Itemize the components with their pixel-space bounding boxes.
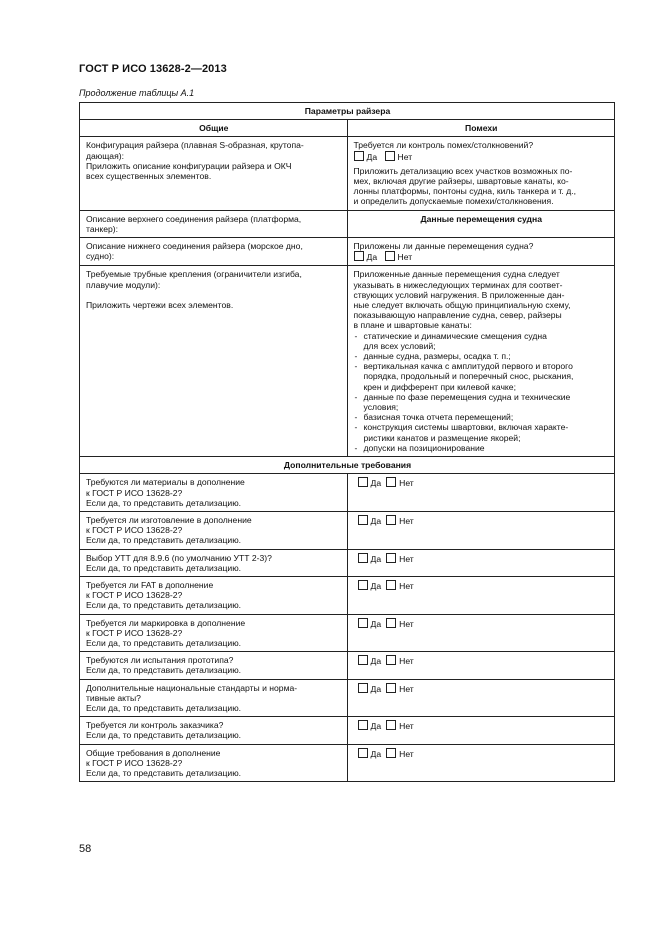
page-number: 58 (79, 843, 92, 855)
text-line: к ГОСТ Р ИСО 13628-2? (86, 590, 183, 601)
table-row (80, 549, 615, 576)
text-line: показывающую направление судна, север, райзеры (353, 310, 562, 321)
yes-checkbox[interactable] (358, 580, 368, 590)
table-row (80, 266, 615, 457)
list-item (354, 331, 610, 351)
text-line: Если да, то представить детализацию. (86, 767, 242, 778)
requirement-answer-cell (347, 679, 615, 717)
text-line: Приложенные данные перемещения судна следует (353, 269, 560, 280)
text-line: - данные по фазе перемещения судна и технические (363, 391, 571, 402)
no-label: Нет (399, 515, 414, 526)
text-line: танкер): (86, 223, 119, 234)
list-item (354, 361, 610, 392)
no-checkbox[interactable] (386, 580, 396, 590)
list-item (354, 351, 610, 361)
text-line: - данные судна, размеры, осадка т. п.; (363, 351, 511, 362)
yes-label: Да (370, 748, 382, 759)
yes-no-choice (354, 477, 610, 488)
riser-configuration-cell (80, 137, 348, 210)
no-checkbox[interactable] (386, 655, 396, 665)
text-line: Дополнительные национальные стандарты и норма- (86, 682, 298, 693)
vessel-motion-attached-cell (347, 238, 615, 266)
question-text: Приложены ли данные перемещения судна? (353, 241, 534, 252)
no-label: Нет (399, 553, 414, 564)
yes-checkbox[interactable] (358, 683, 368, 693)
text-line: Если да, то представить детализацию. (86, 497, 242, 508)
text-line: Если да, то представить детализацию. (86, 665, 242, 676)
table-row (80, 744, 615, 782)
yes-no-choice (354, 151, 610, 162)
yes-checkbox[interactable] (358, 655, 368, 665)
table-caption: Продолжение таблицы А.1 (79, 88, 195, 98)
text-line: Конфигурация райзера (плавная S-образная, крутопа- (86, 140, 304, 151)
text-line: для всех условий; (363, 340, 436, 351)
text-line: - конструкция системы швартовки, включая характе- (363, 422, 569, 433)
motion-terms-list (354, 331, 610, 453)
requirement-question-cell (80, 474, 348, 512)
upper-connection-cell (80, 210, 348, 237)
list-item (354, 392, 610, 412)
table-row (80, 238, 615, 266)
text-line: - базисная точка отчета перемещений; (363, 412, 514, 423)
list-item (354, 422, 610, 442)
text-line: к ГОСТ Р ИСО 13628-2? (86, 487, 183, 498)
text-line: - вертикальная качка с амплитудой первого и второго (363, 361, 573, 372)
text-line: в плане и швартовые канаты: (353, 320, 472, 331)
text-line: ристики канатов и размещение якорей; (363, 432, 521, 443)
yes-label: Да (366, 151, 378, 162)
table-row (80, 717, 615, 744)
no-checkbox[interactable] (385, 151, 395, 161)
requirement-question-cell (80, 549, 348, 576)
table-row (80, 210, 615, 237)
text-line: Требуются ли материалы в дополнение (86, 477, 245, 488)
table-row (80, 679, 615, 717)
requirement-question-cell (80, 576, 348, 614)
text-line: судно): (86, 251, 115, 262)
table-row (80, 137, 615, 210)
vessel-motion-header: Данные перемещения судна (347, 210, 615, 237)
interference-control-cell (347, 137, 615, 210)
requirement-answer-cell (347, 717, 615, 744)
column-header-row (80, 120, 615, 137)
table-row (80, 474, 615, 512)
no-checkbox[interactable] (386, 683, 396, 693)
requirement-answer-cell (347, 511, 615, 549)
pipe-attachments-cell (80, 266, 348, 457)
requirement-answer-cell (347, 576, 615, 614)
no-checkbox[interactable] (386, 618, 396, 628)
no-label: Нет (397, 151, 413, 162)
lower-connection-cell (80, 238, 348, 266)
list-item (354, 412, 610, 422)
yes-label: Да (370, 515, 382, 526)
text-line: порядка, продольный и поперечный снос, рыскания, (363, 371, 574, 382)
table-row (80, 614, 615, 652)
text-line: Приложить описание конфигурации райзера и ОКЧ (86, 160, 292, 171)
vessel-motion-terms-cell (347, 266, 615, 457)
text-line: всех существенных элементов. (86, 171, 212, 182)
yes-checkbox[interactable] (358, 748, 368, 758)
text-line: Выбор УТТ для 8.9.6 (по умолчанию УТТ 2-3)? (86, 552, 272, 563)
table-title-row (80, 103, 615, 120)
additional-requirements-body (80, 474, 615, 782)
table-row (80, 511, 615, 549)
text-line: Если да, то представить детализацию. (86, 535, 242, 546)
yes-label: Да (370, 656, 382, 667)
yes-no-choice (354, 580, 610, 591)
text-line: лонны платформы, понтоны судна, киль танкера и т. д., (353, 186, 576, 197)
column-header-interference: Помехи (347, 120, 615, 137)
text-line: плавучие модули): (86, 279, 161, 290)
text-line: Если да, то представить детализацию. (86, 637, 242, 648)
yes-no-choice (354, 683, 610, 694)
no-label: Нет (399, 683, 414, 694)
table-row (80, 576, 615, 614)
no-label: Нет (399, 478, 414, 489)
no-label: Нет (399, 580, 414, 591)
note-text: Приложить чертежи всех элементов. (86, 299, 234, 310)
table-title: Параметры райзера (80, 103, 615, 120)
requirement-question-cell (80, 652, 348, 679)
column-header-general: Общие (80, 120, 348, 137)
cell-text (86, 140, 342, 181)
yes-checkbox[interactable] (354, 151, 364, 161)
text-line: Требуется ли изготовление в дополнение (86, 514, 252, 525)
requirements-table (79, 102, 615, 782)
text-line: указывать в нижеследующих терминах для соответ- (353, 279, 563, 290)
text-line: к ГОСТ Р ИСО 13628-2? (86, 525, 183, 536)
yes-checkbox[interactable] (358, 515, 368, 525)
requirement-question-cell (80, 744, 348, 782)
yes-checkbox[interactable] (354, 251, 364, 261)
text-line: Приложить детализацию всех участков возможных по- (353, 165, 573, 176)
no-checkbox[interactable] (386, 477, 396, 487)
requirement-answer-cell (347, 474, 615, 512)
text-line: Требуются ли испытания прототипа? (86, 655, 234, 666)
text-line: - статические и динамические смещения судна (363, 330, 547, 341)
no-checkbox[interactable] (386, 515, 396, 525)
additional-requirements-header: Дополнительные требования (80, 457, 615, 474)
text-line: Описание верхнего соединения райзера (платформа, (86, 213, 302, 224)
no-checkbox[interactable] (386, 553, 396, 563)
list-item (354, 443, 610, 453)
requirement-answer-cell (347, 744, 615, 782)
text-line: Требуется ли маркировка в дополнение (86, 617, 246, 628)
yes-label: Да (366, 252, 378, 263)
yes-label: Да (370, 683, 382, 694)
text-line: Если да, то представить детализацию. (86, 702, 242, 713)
no-label: Нет (399, 656, 414, 667)
no-label: Нет (399, 748, 414, 759)
requirement-answer-cell (347, 549, 615, 576)
yes-checkbox[interactable] (358, 477, 368, 487)
table-row (80, 652, 615, 679)
no-checkbox[interactable] (386, 720, 396, 730)
yes-no-choice (354, 251, 610, 262)
yes-label: Да (370, 553, 382, 564)
yes-label: Да (370, 580, 382, 591)
requirement-answer-cell (347, 652, 615, 679)
text-line: - допуски на позиционирование (363, 442, 485, 453)
text-line: ствующих условий нагружения. В приложенные дан- (353, 289, 565, 300)
text-line: Требуется ли контроль заказчика? (86, 720, 224, 731)
document-code: ГОСТ Р ИСО 13628-2—2013 (79, 63, 227, 75)
text-line: условия; (363, 402, 399, 413)
requirement-question-cell (80, 511, 348, 549)
no-checkbox[interactable] (385, 251, 395, 261)
yes-label: Да (370, 721, 382, 732)
text-line: Если да, то представить детализацию. (86, 562, 242, 573)
yes-checkbox[interactable] (358, 720, 368, 730)
yes-no-choice (354, 720, 610, 731)
requirement-question-cell (80, 679, 348, 717)
no-label: Нет (399, 618, 414, 629)
text-line: Требуемые трубные крепления (ограничители изгиба, (86, 269, 302, 280)
question-text: Требуется ли контроль помех/столкновений? (353, 140, 534, 151)
text-line: крен и дифферент при килевой качке; (363, 381, 516, 392)
text-line: Если да, то представить детализацию. (86, 600, 242, 611)
yes-checkbox[interactable] (358, 553, 368, 563)
yes-no-choice (354, 618, 610, 629)
text-line: и определить допускаемые помехи/столкновения. (353, 196, 554, 207)
text-line: ные следует включать общую принципиальную схему, (353, 300, 571, 311)
text-line: мех, включая другие райзеры, швартовые канаты, ко- (353, 176, 569, 187)
text-line: тивные акты? (86, 692, 141, 703)
text-line: дающая): (86, 150, 124, 161)
no-checkbox[interactable] (386, 748, 396, 758)
yes-no-choice (354, 655, 610, 666)
yes-label: Да (370, 618, 382, 629)
text-line: Описание нижнего соединения райзера (морское дно, (86, 241, 303, 252)
no-label: Нет (399, 721, 414, 732)
no-label: Нет (397, 252, 413, 263)
yes-no-choice (354, 515, 610, 526)
yes-label: Да (370, 478, 382, 489)
yes-no-choice (354, 748, 610, 759)
additional-header-row (80, 457, 615, 474)
text-line: Если да, то представить детализацию. (86, 730, 242, 741)
text-line: Общие требования в дополнение (86, 747, 221, 758)
requirement-answer-cell (347, 614, 615, 652)
text-line: Требуется ли FAT в дополнение (86, 579, 214, 590)
text-line: к ГОСТ Р ИСО 13628-2? (86, 627, 183, 638)
text-line: к ГОСТ Р ИСО 13628-2? (86, 757, 183, 768)
yes-no-choice (354, 553, 610, 564)
requirement-question-cell (80, 614, 348, 652)
yes-checkbox[interactable] (358, 618, 368, 628)
requirement-question-cell (80, 717, 348, 744)
